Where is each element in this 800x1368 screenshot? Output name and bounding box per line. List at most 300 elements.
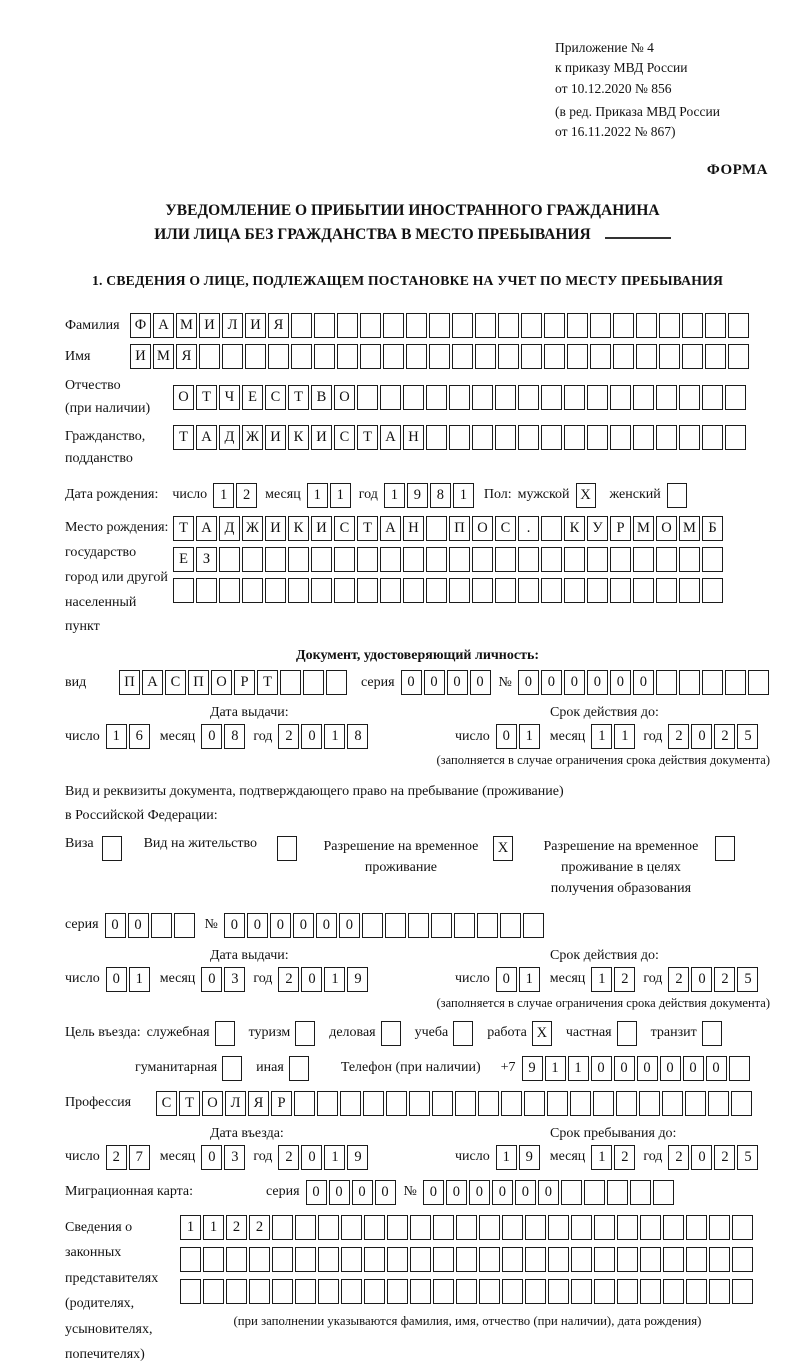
char-cell[interactable]: 1: [519, 967, 540, 992]
char-cell[interactable]: [173, 578, 194, 603]
char-cell[interactable]: О: [656, 516, 677, 541]
char-cell[interactable]: П: [449, 516, 470, 541]
char-cell[interactable]: [525, 1279, 546, 1304]
char-cell[interactable]: 2: [278, 724, 299, 749]
char-cell[interactable]: [617, 1247, 638, 1272]
char-cell[interactable]: [709, 1247, 730, 1272]
char-cell[interactable]: 0: [375, 1180, 396, 1205]
char-cell[interactable]: Т: [173, 425, 194, 450]
char-cell[interactable]: [340, 1091, 361, 1116]
char-cell[interactable]: [337, 313, 358, 338]
char-cell[interactable]: [380, 547, 401, 572]
char-cell[interactable]: И: [130, 344, 151, 369]
char-cell[interactable]: [432, 1091, 453, 1116]
char-cell[interactable]: [472, 385, 493, 410]
char-cell[interactable]: [429, 344, 450, 369]
char-cell[interactable]: [564, 547, 585, 572]
char-cell[interactable]: [571, 1215, 592, 1240]
char-cell[interactable]: [502, 1215, 523, 1240]
char-cell[interactable]: 0: [591, 1056, 612, 1081]
char-cell[interactable]: [222, 344, 243, 369]
char-cell[interactable]: [653, 1180, 674, 1205]
char-cell[interactable]: Т: [357, 516, 378, 541]
char-cell[interactable]: Т: [257, 670, 278, 695]
char-cell[interactable]: 0: [633, 670, 654, 695]
char-cell[interactable]: [314, 313, 335, 338]
char-cell[interactable]: [518, 578, 539, 603]
char-cell[interactable]: [226, 1247, 247, 1272]
char-cell[interactable]: [455, 1091, 476, 1116]
char-cell[interactable]: [433, 1215, 454, 1240]
char-cell[interactable]: [610, 547, 631, 572]
char-cell[interactable]: [495, 385, 516, 410]
char-cell[interactable]: [151, 913, 172, 938]
char-cell[interactable]: [640, 1279, 661, 1304]
char-cell[interactable]: [610, 578, 631, 603]
char-cell[interactable]: 0: [293, 913, 314, 938]
char-cell[interactable]: [410, 1215, 431, 1240]
char-cell[interactable]: 1: [519, 724, 540, 749]
char-cell[interactable]: [341, 1247, 362, 1272]
char-cell[interactable]: 0: [128, 913, 149, 938]
char-cell[interactable]: С: [265, 385, 286, 410]
char-cell[interactable]: [518, 385, 539, 410]
char-cell[interactable]: 0: [224, 913, 245, 938]
char-cell[interactable]: 1: [384, 483, 405, 508]
char-cell[interactable]: Е: [173, 547, 194, 572]
char-cell[interactable]: [686, 1215, 707, 1240]
char-cell[interactable]: [403, 385, 424, 410]
char-cell[interactable]: [541, 385, 562, 410]
char-cell[interactable]: 8: [347, 724, 368, 749]
char-cell[interactable]: [587, 578, 608, 603]
char-cell[interactable]: 3: [224, 1145, 245, 1170]
char-cell[interactable]: [682, 313, 703, 338]
char-cell[interactable]: 0: [541, 670, 562, 695]
char-cell[interactable]: [479, 1215, 500, 1240]
char-cell[interactable]: 7: [129, 1145, 150, 1170]
char-cell[interactable]: [495, 547, 516, 572]
char-cell[interactable]: [477, 913, 498, 938]
char-cell[interactable]: [702, 547, 723, 572]
char-cell[interactable]: [199, 344, 220, 369]
char-cell[interactable]: [548, 1279, 569, 1304]
char-cell[interactable]: [456, 1247, 477, 1272]
char-cell[interactable]: 8: [224, 724, 245, 749]
char-cell[interactable]: [203, 1279, 224, 1304]
char-cell[interactable]: [380, 578, 401, 603]
char-cell[interactable]: С: [156, 1091, 177, 1116]
char-cell[interactable]: В: [311, 385, 332, 410]
char-cell[interactable]: 0: [301, 724, 322, 749]
char-cell[interactable]: [180, 1247, 201, 1272]
char-cell[interactable]: 0: [446, 1180, 467, 1205]
char-cell[interactable]: [472, 578, 493, 603]
char-cell[interactable]: [357, 578, 378, 603]
char-cell[interactable]: М: [153, 344, 174, 369]
char-cell[interactable]: А: [380, 516, 401, 541]
char-cell[interactable]: [433, 1247, 454, 1272]
char-cell[interactable]: [521, 344, 542, 369]
char-cell[interactable]: [288, 578, 309, 603]
char-cell[interactable]: [380, 385, 401, 410]
char-cell[interactable]: [685, 1091, 706, 1116]
char-cell[interactable]: [633, 425, 654, 450]
char-cell[interactable]: Я: [268, 313, 289, 338]
char-cell[interactable]: [729, 1056, 750, 1081]
char-cell[interactable]: [748, 670, 769, 695]
char-cell[interactable]: [408, 913, 429, 938]
char-cell[interactable]: [403, 547, 424, 572]
char-cell[interactable]: 0: [518, 670, 539, 695]
purpose-private-checkbox[interactable]: [617, 1021, 637, 1046]
char-cell[interactable]: 0: [316, 913, 337, 938]
char-cell[interactable]: [521, 313, 542, 338]
char-cell[interactable]: [294, 1091, 315, 1116]
char-cell[interactable]: [501, 1091, 522, 1116]
char-cell[interactable]: [479, 1279, 500, 1304]
char-cell[interactable]: 2: [614, 1145, 635, 1170]
char-cell[interactable]: 9: [347, 967, 368, 992]
char-cell[interactable]: [265, 547, 286, 572]
char-cell[interactable]: [708, 1091, 729, 1116]
char-cell[interactable]: [291, 313, 312, 338]
char-cell[interactable]: [610, 385, 631, 410]
char-cell[interactable]: Л: [225, 1091, 246, 1116]
char-cell[interactable]: Л: [222, 313, 243, 338]
char-cell[interactable]: П: [188, 670, 209, 695]
char-cell[interactable]: [709, 1279, 730, 1304]
char-cell[interactable]: [636, 344, 657, 369]
char-cell[interactable]: [426, 425, 447, 450]
char-cell[interactable]: [265, 578, 286, 603]
char-cell[interactable]: [630, 1180, 651, 1205]
char-cell[interactable]: Я: [176, 344, 197, 369]
char-cell[interactable]: 1: [545, 1056, 566, 1081]
char-cell[interactable]: Я: [248, 1091, 269, 1116]
char-cell[interactable]: Ф: [130, 313, 151, 338]
char-cell[interactable]: [334, 547, 355, 572]
char-cell[interactable]: [584, 1180, 605, 1205]
char-cell[interactable]: 1: [324, 967, 345, 992]
char-cell[interactable]: [357, 385, 378, 410]
char-cell[interactable]: Н: [403, 425, 424, 450]
char-cell[interactable]: [360, 344, 381, 369]
char-cell[interactable]: 0: [301, 1145, 322, 1170]
char-cell[interactable]: 0: [660, 1056, 681, 1081]
char-cell[interactable]: [364, 1279, 385, 1304]
char-cell[interactable]: 1: [591, 1145, 612, 1170]
char-cell[interactable]: [705, 313, 726, 338]
char-cell[interactable]: [478, 1091, 499, 1116]
char-cell[interactable]: [318, 1247, 339, 1272]
char-cell[interactable]: [242, 578, 263, 603]
char-cell[interactable]: [318, 1215, 339, 1240]
char-cell[interactable]: [180, 1279, 201, 1304]
char-cell[interactable]: [564, 578, 585, 603]
char-cell[interactable]: [544, 344, 565, 369]
char-cell[interactable]: [518, 547, 539, 572]
char-cell[interactable]: [686, 1279, 707, 1304]
char-cell[interactable]: 0: [106, 967, 127, 992]
char-cell[interactable]: [406, 344, 427, 369]
char-cell[interactable]: [561, 1180, 582, 1205]
char-cell[interactable]: [548, 1247, 569, 1272]
char-cell[interactable]: 0: [423, 1180, 444, 1205]
char-cell[interactable]: 2: [278, 967, 299, 992]
char-cell[interactable]: С: [165, 670, 186, 695]
char-cell[interactable]: 0: [691, 724, 712, 749]
char-cell[interactable]: К: [288, 516, 309, 541]
char-cell[interactable]: [318, 1279, 339, 1304]
char-cell[interactable]: 0: [564, 670, 585, 695]
char-cell[interactable]: [429, 313, 450, 338]
char-cell[interactable]: [326, 670, 347, 695]
char-cell[interactable]: [406, 313, 427, 338]
char-cell[interactable]: 9: [347, 1145, 368, 1170]
char-cell[interactable]: [475, 344, 496, 369]
char-cell[interactable]: [454, 913, 475, 938]
char-cell[interactable]: [337, 344, 358, 369]
char-cell[interactable]: Ж: [242, 425, 263, 450]
char-cell[interactable]: 0: [201, 724, 222, 749]
char-cell[interactable]: [633, 547, 654, 572]
char-cell[interactable]: [682, 344, 703, 369]
char-cell[interactable]: [341, 1215, 362, 1240]
char-cell[interactable]: [541, 547, 562, 572]
char-cell[interactable]: [610, 425, 631, 450]
char-cell[interactable]: [617, 1215, 638, 1240]
char-cell[interactable]: [226, 1279, 247, 1304]
char-cell[interactable]: [663, 1215, 684, 1240]
char-cell[interactable]: Н: [403, 516, 424, 541]
char-cell[interactable]: 2: [226, 1215, 247, 1240]
char-cell[interactable]: [607, 1180, 628, 1205]
char-cell[interactable]: [498, 313, 519, 338]
char-cell[interactable]: А: [196, 516, 217, 541]
char-cell[interactable]: [567, 313, 588, 338]
char-cell[interactable]: [663, 1247, 684, 1272]
char-cell[interactable]: [679, 385, 700, 410]
char-cell[interactable]: [410, 1247, 431, 1272]
char-cell[interactable]: Т: [288, 385, 309, 410]
char-cell[interactable]: [702, 578, 723, 603]
char-cell[interactable]: 0: [339, 913, 360, 938]
char-cell[interactable]: [426, 547, 447, 572]
char-cell[interactable]: [479, 1247, 500, 1272]
char-cell[interactable]: [288, 547, 309, 572]
vnj-checkbox[interactable]: [277, 836, 297, 861]
char-cell[interactable]: [525, 1215, 546, 1240]
char-cell[interactable]: [656, 670, 677, 695]
char-cell[interactable]: И: [199, 313, 220, 338]
char-cell[interactable]: [663, 1279, 684, 1304]
purpose-official-checkbox[interactable]: [215, 1021, 235, 1046]
char-cell[interactable]: 0: [515, 1180, 536, 1205]
char-cell[interactable]: С: [495, 516, 516, 541]
char-cell[interactable]: 1: [496, 1145, 517, 1170]
char-cell[interactable]: [564, 425, 585, 450]
char-cell[interactable]: [523, 913, 544, 938]
char-cell[interactable]: Б: [702, 516, 723, 541]
char-cell[interactable]: [449, 425, 470, 450]
char-cell[interactable]: Д: [219, 425, 240, 450]
char-cell[interactable]: 6: [129, 724, 150, 749]
char-cell[interactable]: 5: [737, 724, 758, 749]
char-cell[interactable]: И: [265, 425, 286, 450]
char-cell[interactable]: И: [311, 425, 332, 450]
char-cell[interactable]: 1: [591, 724, 612, 749]
char-cell[interactable]: [702, 385, 723, 410]
char-cell[interactable]: [613, 313, 634, 338]
char-cell[interactable]: [639, 1091, 660, 1116]
char-cell[interactable]: [449, 578, 470, 603]
char-cell[interactable]: 0: [496, 967, 517, 992]
char-cell[interactable]: 2: [668, 724, 689, 749]
char-cell[interactable]: [475, 313, 496, 338]
char-cell[interactable]: [633, 578, 654, 603]
char-cell[interactable]: Т: [179, 1091, 200, 1116]
char-cell[interactable]: [590, 313, 611, 338]
char-cell[interactable]: [541, 578, 562, 603]
char-cell[interactable]: [541, 425, 562, 450]
char-cell[interactable]: [426, 578, 447, 603]
char-cell[interactable]: [705, 344, 726, 369]
char-cell[interactable]: 2: [668, 967, 689, 992]
char-cell[interactable]: 9: [407, 483, 428, 508]
char-cell[interactable]: [662, 1091, 683, 1116]
char-cell[interactable]: [364, 1247, 385, 1272]
char-cell[interactable]: 1: [324, 1145, 345, 1170]
char-cell[interactable]: [502, 1247, 523, 1272]
char-cell[interactable]: [587, 547, 608, 572]
char-cell[interactable]: [334, 578, 355, 603]
char-cell[interactable]: 5: [737, 967, 758, 992]
char-cell[interactable]: Р: [271, 1091, 292, 1116]
sex-female-checkbox[interactable]: [667, 483, 687, 508]
char-cell[interactable]: 1: [330, 483, 351, 508]
char-cell[interactable]: [295, 1215, 316, 1240]
char-cell[interactable]: М: [176, 313, 197, 338]
char-cell[interactable]: [387, 1279, 408, 1304]
char-cell[interactable]: [732, 1279, 753, 1304]
char-cell[interactable]: 1: [591, 967, 612, 992]
char-cell[interactable]: [656, 425, 677, 450]
char-cell[interactable]: [544, 313, 565, 338]
char-cell[interactable]: [709, 1215, 730, 1240]
char-cell[interactable]: 0: [352, 1180, 373, 1205]
char-cell[interactable]: [242, 547, 263, 572]
char-cell[interactable]: 0: [424, 670, 445, 695]
char-cell[interactable]: 0: [306, 1180, 327, 1205]
char-cell[interactable]: [500, 913, 521, 938]
char-cell[interactable]: 0: [691, 967, 712, 992]
char-cell[interactable]: [731, 1091, 752, 1116]
char-cell[interactable]: О: [173, 385, 194, 410]
char-cell[interactable]: Р: [234, 670, 255, 695]
char-cell[interactable]: 0: [247, 913, 268, 938]
char-cell[interactable]: Ж: [242, 516, 263, 541]
char-cell[interactable]: [525, 1247, 546, 1272]
char-cell[interactable]: 1: [453, 483, 474, 508]
char-cell[interactable]: 0: [301, 967, 322, 992]
char-cell[interactable]: [268, 344, 289, 369]
char-cell[interactable]: [317, 1091, 338, 1116]
char-cell[interactable]: [617, 1279, 638, 1304]
char-cell[interactable]: [314, 344, 335, 369]
char-cell[interactable]: [732, 1247, 753, 1272]
char-cell[interactable]: [571, 1279, 592, 1304]
char-cell[interactable]: 0: [683, 1056, 704, 1081]
char-cell[interactable]: [219, 578, 240, 603]
char-cell[interactable]: И: [265, 516, 286, 541]
char-cell[interactable]: 0: [538, 1180, 559, 1205]
char-cell[interactable]: [403, 578, 424, 603]
char-cell[interactable]: [426, 385, 447, 410]
char-cell[interactable]: [518, 425, 539, 450]
char-cell[interactable]: Д: [219, 516, 240, 541]
char-cell[interactable]: [385, 913, 406, 938]
char-cell[interactable]: [363, 1091, 384, 1116]
char-cell[interactable]: 0: [201, 967, 222, 992]
char-cell[interactable]: [311, 578, 332, 603]
char-cell[interactable]: М: [679, 516, 700, 541]
char-cell[interactable]: [426, 516, 447, 541]
char-cell[interactable]: [725, 385, 746, 410]
char-cell[interactable]: Е: [242, 385, 263, 410]
char-cell[interactable]: [728, 313, 749, 338]
char-cell[interactable]: [272, 1247, 293, 1272]
char-cell[interactable]: 9: [522, 1056, 543, 1081]
purpose-other-checkbox[interactable]: [289, 1056, 309, 1081]
char-cell[interactable]: [498, 344, 519, 369]
char-cell[interactable]: [679, 578, 700, 603]
char-cell[interactable]: [383, 313, 404, 338]
char-cell[interactable]: [732, 1215, 753, 1240]
char-cell[interactable]: 0: [691, 1145, 712, 1170]
char-cell[interactable]: [571, 1247, 592, 1272]
char-cell[interactable]: [456, 1215, 477, 1240]
char-cell[interactable]: [725, 670, 746, 695]
rvp-edu-checkbox[interactable]: [715, 836, 735, 861]
char-cell[interactable]: 0: [469, 1180, 490, 1205]
char-cell[interactable]: 0: [496, 724, 517, 749]
char-cell[interactable]: [570, 1091, 591, 1116]
char-cell[interactable]: 8: [430, 483, 451, 508]
char-cell[interactable]: [659, 313, 680, 338]
char-cell[interactable]: С: [334, 516, 355, 541]
char-cell[interactable]: 2: [714, 724, 735, 749]
char-cell[interactable]: [280, 670, 301, 695]
purpose-humanitarian-checkbox[interactable]: [222, 1056, 242, 1081]
char-cell[interactable]: 2: [278, 1145, 299, 1170]
char-cell[interactable]: [679, 547, 700, 572]
char-cell[interactable]: [656, 547, 677, 572]
char-cell[interactable]: 1: [307, 483, 328, 508]
char-cell[interactable]: 2: [714, 1145, 735, 1170]
char-cell[interactable]: [495, 578, 516, 603]
char-cell[interactable]: [387, 1247, 408, 1272]
char-cell[interactable]: О: [472, 516, 493, 541]
char-cell[interactable]: 2: [249, 1215, 270, 1240]
char-cell[interactable]: [636, 313, 657, 338]
char-cell[interactable]: [656, 385, 677, 410]
char-cell[interactable]: А: [153, 313, 174, 338]
char-cell[interactable]: 1: [180, 1215, 201, 1240]
char-cell[interactable]: 0: [201, 1145, 222, 1170]
char-cell[interactable]: [495, 425, 516, 450]
char-cell[interactable]: [633, 385, 654, 410]
